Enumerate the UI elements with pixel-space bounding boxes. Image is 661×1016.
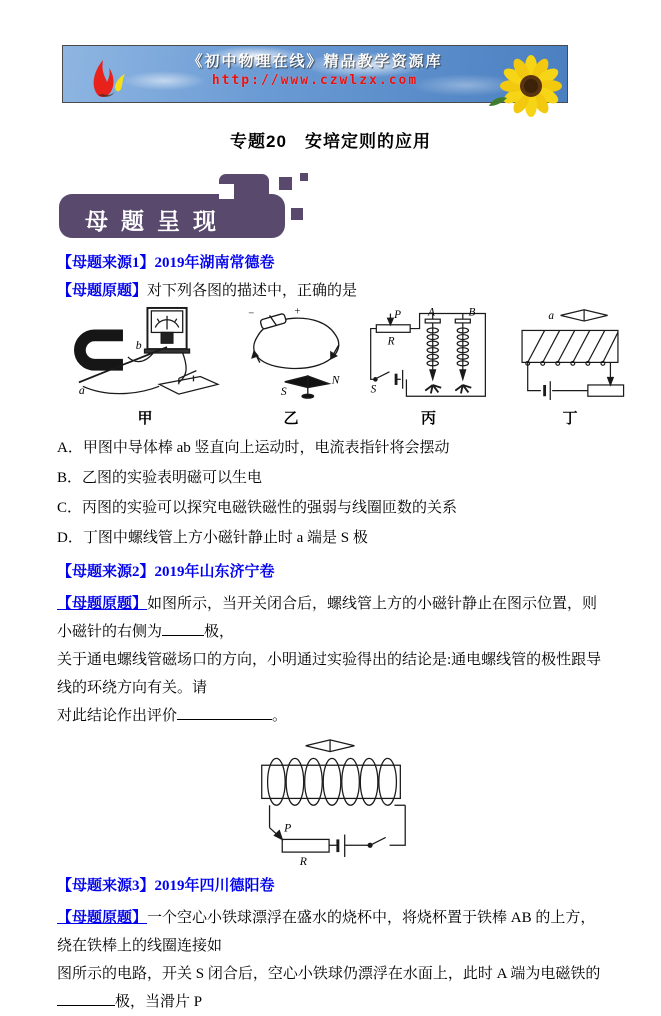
figure-solenoid-circuit [235,734,609,868]
question-text-2c-end: 。 [272,708,288,724]
label-yi-minus: − [248,308,255,320]
question-line-3b [57,960,609,1016]
source-heading-1: 【母题来源1】2019年湖南常德卷 [57,255,275,271]
label-ding-a: a [548,310,555,323]
question-text-1: 对下列各图的描述中，正确的是 [147,283,358,299]
section-badge [57,172,317,240]
figure-caption-jia: 甲 [137,410,153,427]
label-bing-b: B [468,306,476,319]
figure-caption-bing: 丙 [420,410,436,427]
site-title: 《初中物理在线》精品教学资源库 [187,53,443,70]
question-line-1 [57,281,609,302]
question-line-2c [57,702,609,730]
label-bing-s: S [370,383,377,396]
question-text-3b-end: 极，当滑片 P [115,994,203,1010]
badge-label: 母题呈现 [85,208,229,234]
option-d: D．丁图中螺线管上方小磁针静止时 a 端是 S 极 [57,530,368,546]
label-jia-a: a [78,384,85,398]
figure-jia [69,306,221,429]
source-heading-2: 【母题来源2】2019年山东济宁卷 [57,564,275,580]
blank-underline [177,704,272,720]
option-a: A．甲图中导体棒 ab 竖直向上运动时，电流表指针将会摆动 [57,440,450,456]
document-body [57,253,609,1016]
figure-solenoid-drawing [235,734,430,868]
figure-ding [506,306,634,429]
source-heading-3: 【母题来源3】2019年四川德阳卷 [57,878,275,894]
options-list [57,438,609,549]
label-jia-b: b [135,339,142,353]
blank-underline [57,990,115,1006]
option-b: B．乙图的实验表明磁可以生电 [57,470,263,486]
figure-yi [231,306,351,429]
page-title: 专题20 安培定则的应用 [230,132,431,151]
site-url-link[interactable]: http://www.czwlzx.com [211,73,419,88]
label-fig2-r: R [299,854,307,868]
question-text-3b: 图所示的电路，开关 S 闭合后，空心小铁球仍漂浮在水面上，此时 A 端为电磁铁的 [57,966,601,982]
figure-row [69,306,609,429]
figure-bing [361,306,496,429]
question-text-2c: 对此结论作出评价 [57,708,178,724]
label-bing-a: A [428,306,435,319]
label-fig2-p: P [284,821,292,835]
label-bing-p: P [394,309,402,322]
question-line-3a [57,904,609,960]
label-yi-s: S [280,386,287,399]
figure-caption-ding: 丁 [562,410,578,427]
label-yi-plus: + [294,306,301,318]
label-yi-n: N [331,374,340,387]
figure-jia-drawing [69,306,221,400]
blank-underline [162,620,204,636]
label-bing-r: R [387,335,395,348]
site-logo-icon [83,50,135,100]
header-banner [62,45,568,103]
question-text-3a: 一个空心小铁球漂浮在盛水的烧杯中，将烧杯置于铁棒 AB 的上方，绕在铁棒上的线圈连接如 [57,910,596,954]
question-label-2: 【母题原题】 [57,596,148,612]
figure-bing-drawing [361,306,496,400]
sunflower-icon [479,50,565,108]
option-c: C．丙图的实验可以探究电磁铁磁性的强弱与线圈匝数的关系 [57,500,458,516]
question-line-2a [57,590,609,646]
question-text-2a: 如图所示，当开关闭合后，螺线管上方的小磁针静止在图示位置，则小磁针的右侧为 [57,596,598,640]
figure-yi-drawing [231,306,351,400]
question-line-2b: 关于通电螺线管磁场口的方向，小明通过实验得出的结论是:通电螺线管的极性跟导线的环绕方向有关。请 [57,652,602,696]
figure-caption-yi: 乙 [283,410,299,427]
figure-ding-drawing [506,306,634,400]
question-text-2a-end: 极， [204,624,235,640]
question-label-1: 【母题原题】 [57,283,148,299]
question-label-3: 【母题原题】 [57,910,148,926]
